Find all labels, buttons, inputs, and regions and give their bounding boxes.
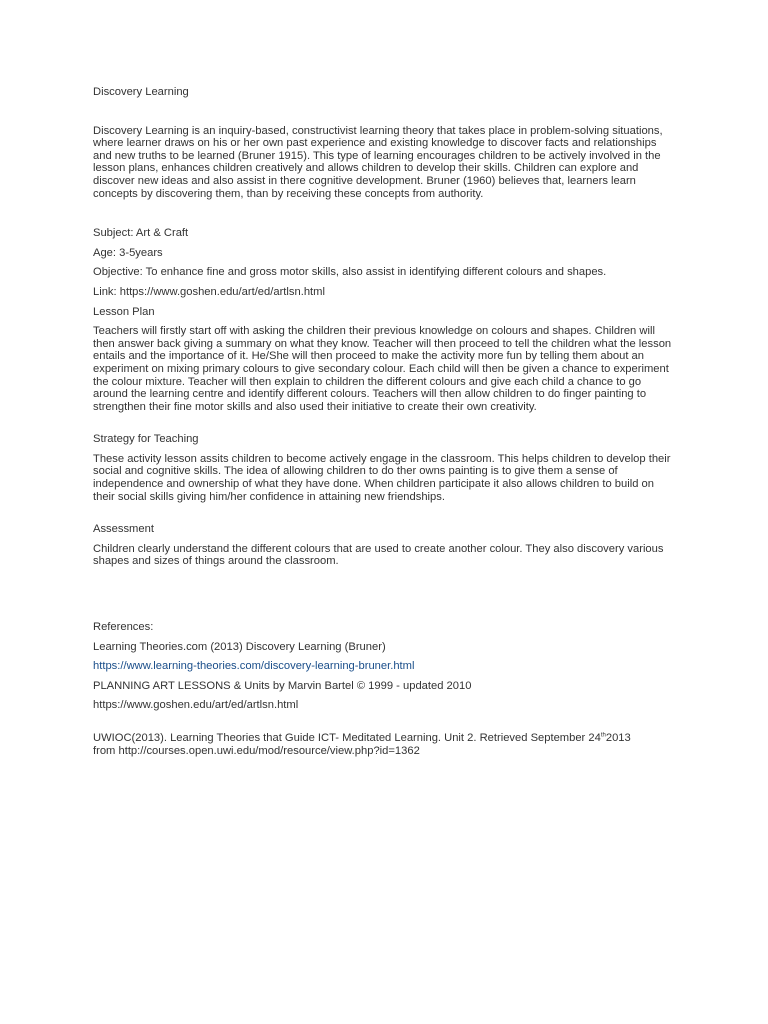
document-page	[93, 86, 678, 757]
reference-3-superscript: th	[600, 732, 606, 739]
subject-line: Subject: Art & Craft	[93, 227, 189, 240]
lesson-plan-heading: Lesson Plan	[93, 305, 155, 318]
link-line: Link: https://www.goshen.edu/art/ed/artlsn.html	[93, 285, 325, 298]
strategy-heading: Strategy for Teaching	[93, 433, 199, 446]
reference-3-source: from http://courses.open.uwi.edu/mod/resource/view.php?id=1362	[93, 744, 420, 757]
document-title: Discovery Learning	[93, 86, 189, 98]
assessment-paragraph: Children clearly understand the different colours that are used to create another colour. They also discovery various shapes and sizes of things around the classroom.	[93, 542, 664, 568]
reference-1: Learning Theories.com (2013) Discovery Learning (Bruner)	[93, 640, 386, 653]
reference-3	[93, 732, 678, 757]
reference-1-link[interactable]	[93, 660, 678, 673]
lesson-plan-paragraph: Teachers will firstly start off with asking the children their previous knowledge on colours and shapes. Children will then answer back giving a summary on what they know. Teacher will then proceed to tell the children what the lesson entails and the importance of it. He/She will then proceed to make the activity more fun by telling them about an experiment on mixing primary colours to give secondary colour. Each child will then be given a chance to experiment the colour mixture. Teacher will then explain to children the different colours and give each child a chance to go around the learning centre and identify different colours. Teachers will then allow children to do finger painting to strengthen their fine motor skills and also used their initiative to create their own creativity.	[93, 325, 672, 413]
references-heading: References:	[93, 621, 154, 634]
assessment-heading: Assessment	[93, 523, 154, 536]
reference-3-year: 2013	[605, 732, 631, 744]
reference-1-url[interactable]: https://www.learning-theories.com/discovery-learning-bruner.html	[93, 660, 415, 673]
strategy-paragraph: These activity lesson assits children to become actively engage in the classroom. This helps children to develop their social and cognitive skills. The idea of allowing children to do ther owns painting is to give them a sense of independence and ownership of what they have done. When children participate it also allows children to build on their social skills giving him/her confidence in attaining new friendships.	[93, 452, 671, 503]
reference-2: PLANNING ART LESSONS & Units by Marvin Bartel © 1999 - updated 2010	[93, 679, 472, 692]
age-line: Age: 3-5years	[93, 246, 163, 259]
reference-2-url: https://www.goshen.edu/art/ed/artlsn.html	[93, 699, 299, 712]
reference-3-text: UWIOC(2013). Learning Theories that Guide ICT- Meditated Learning. Unit 2. Retrieved September 24	[93, 732, 601, 744]
intro-paragraph: Discovery Learning is an inquiry-based, constructivist learning theory that takes place in problem-solving situations, where learner draws on his or her own past experience and existing knowledge to discover facts and relationships and new truths to be learned (Bruner 1915). This type of learning encourages children to be actively involved in the lesson plans, enhances children creatively and allows children to develop their skills. Children can explore and discover new ideas and also assist in there cognitive development. Bruner (1960) believes that, learners learn concepts by discovering them, than by receiving these concepts from authority.	[93, 124, 663, 200]
objective-line: Objective: To enhance fine and gross motor skills, also assist in identifying different colours and shapes.	[93, 266, 607, 279]
